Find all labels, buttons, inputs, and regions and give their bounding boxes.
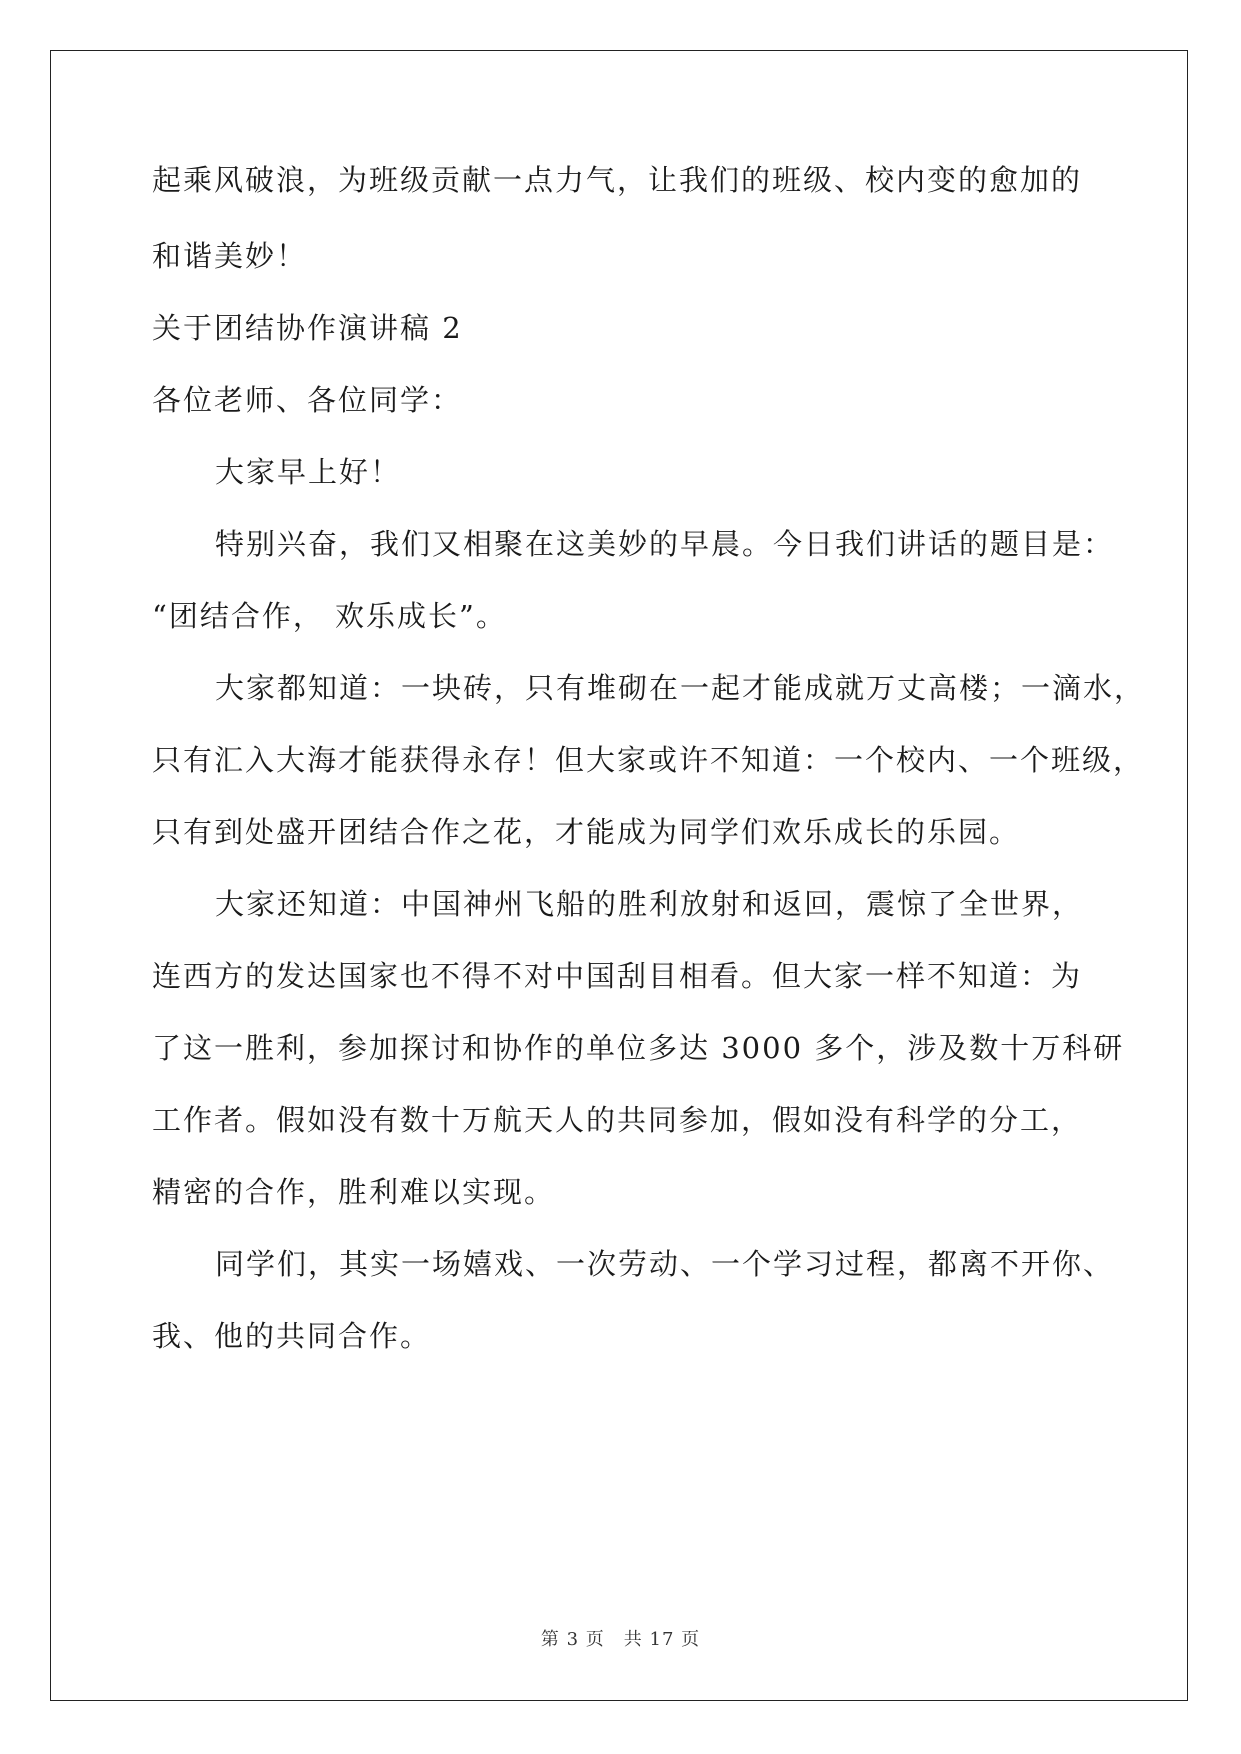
page-number: 第 3 页 共 17 页 (540, 1629, 701, 1650)
text-line: 连西方的发达国家也不得不对中国刮目相看。但大家一样不知道：为 (152, 959, 1083, 993)
text-line: 工作者。假如没有数十万航天人的共同参加，假如没有科学的分工， (152, 1103, 1083, 1137)
text-line: 大家还知道：中国神州飞船的胜利放射和返回，震惊了全世界， (215, 887, 1084, 921)
page-border (50, 50, 1188, 1701)
text-line: 了这一胜利，参加探讨和协作的单位多达 3000 多个，涉及数十万科研 (152, 1031, 1125, 1065)
salutation: 各位老师、各位同学： (152, 383, 463, 417)
text-line: 精密的合作，胜利难以实现。 (152, 1175, 556, 1209)
text-line: 只有到处盛开团结合作之花，才能成为同学们欢乐成长的乐园。 (152, 815, 1021, 849)
section-heading: 关于团结协作演讲稿 2 (152, 311, 463, 345)
text-line: 大家都知道：一块砖，只有堆砌在一起才能成就万丈高楼；一滴水， (215, 671, 1146, 705)
text-line: 同学们，其实一场嬉戏、一次劳动、一个学习过程，都离不开你、 (215, 1247, 1115, 1281)
text-line: 起乘风破浪，为班级贡献一点力气，让我们的班级、校内变的愈加的 (152, 163, 1083, 197)
text-line: 和谐美妙！ (152, 239, 308, 273)
text-line: 特别兴奋，我们又相聚在这美妙的早晨。今日我们讲话的题目是： (215, 527, 1115, 561)
text-line: 只有汇入大海才能获得永存！但大家或许不知道：一个校内、一个班级， (152, 743, 1145, 777)
greeting: 大家早上好！ (215, 455, 402, 489)
text-line: “团结合作， 欢乐成长”。 (152, 599, 507, 633)
text-line: 我、他的共同合作。 (152, 1319, 432, 1353)
